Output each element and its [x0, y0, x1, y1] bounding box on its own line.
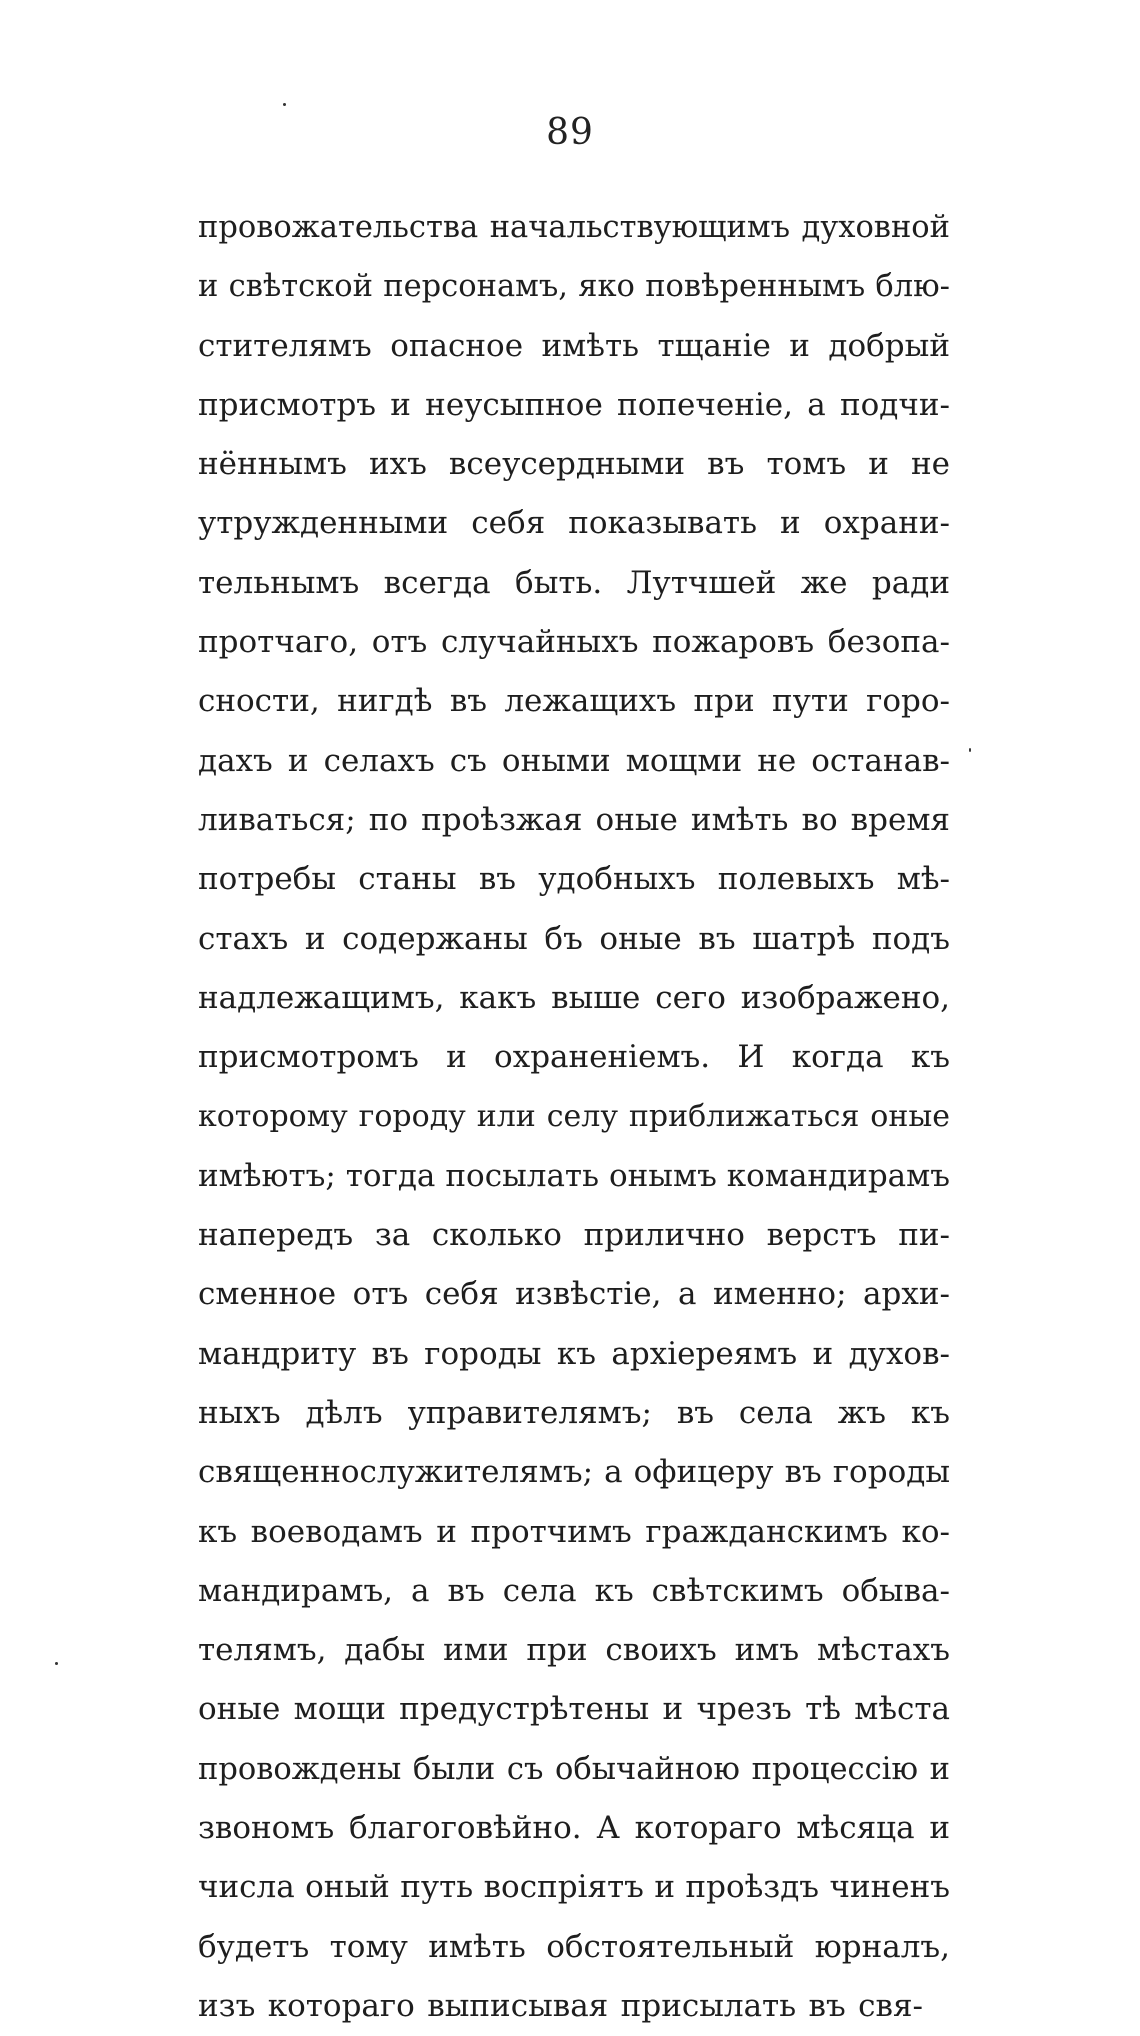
text-line: ныхъ дѣлъ управителямъ; въ села жъ къ: [198, 1394, 950, 1431]
text-line: нённымъ ихъ всеусердными въ томъ и не: [198, 446, 950, 483]
text-line: присмотръ и неусыпное попеченіе, а подчи-: [198, 386, 950, 423]
scan-speck: [55, 1662, 58, 1665]
text-line: дахъ и селахъ съ оными мощми не останав-: [198, 742, 950, 779]
body-text: [198, 198, 950, 2036]
text-line: звономъ благоговѣйно. А котораго мѣсяца и: [198, 1810, 950, 1847]
text-line: провожательства начальствующимъ духовной: [198, 210, 950, 245]
text-line: протчаго, отъ случайныхъ пожаровъ безопа-: [198, 624, 950, 661]
text-line: стахъ и содержаны бъ оные въ шатрѣ подъ: [198, 920, 950, 957]
text-line: потребы станы въ удобныхъ полевыхъ мѣ-: [198, 861, 950, 898]
scan-speck: [969, 748, 971, 752]
text-line: утружденными себя показывать и охрани-: [198, 505, 950, 542]
text-line: числа оный путь воспріятъ и проѣздъ чиненъ: [198, 1869, 950, 1906]
text-line: мандриту въ городы къ архіереямъ и духов-: [198, 1335, 950, 1372]
text-line: священнослужителямъ; а офицеру въ городы: [198, 1454, 950, 1491]
text-line: сменное отъ себя извѣстіе, а именно; архи-: [198, 1276, 950, 1313]
text-line: имѣютъ; тогда посылать онымъ командирамъ: [198, 1157, 950, 1194]
text-line: сности, нигдѣ въ лежащихъ при пути горо-: [198, 683, 950, 720]
text-line: надлежащимъ, какъ выше сего изображено,: [198, 979, 950, 1016]
text-line: тельнымъ всегда быть. Лутчшей же ради: [198, 564, 950, 601]
text-line: стителямъ опасное имѣть тщаніе и добрый: [198, 327, 950, 364]
text-line: мандирамъ, а въ села къ свѣтскимъ обыва-: [198, 1572, 950, 1609]
text-line: телямъ, дабы ими при своихъ имъ мѣстахъ: [198, 1632, 950, 1669]
text-line: которому городу или селу приближаться оные: [198, 1099, 950, 1135]
text-line: и свѣтской персонамъ, яко повѣреннымъ блю-: [198, 269, 950, 305]
text-line: напередъ за сколько прилично верстъ пи-: [198, 1217, 950, 1254]
text-line: провождены были съ обычайною процессію и: [198, 1751, 950, 1787]
text-line: ливаться; по проѣзжая оные имѣть во время: [198, 801, 950, 838]
text-line: къ воеводамъ и протчимъ гражданскимъ ко-: [198, 1513, 950, 1550]
page-number: 89: [546, 112, 594, 153]
text-line: изъ котораго выписывая присылать въ свя-: [198, 1987, 923, 2024]
text-line: присмотромъ и охраненіемъ. И когда къ: [198, 1039, 950, 1076]
text-line: будетъ тому имѣть обстоятельный юрналъ,: [198, 1928, 950, 1965]
text-line: оные мощи предустрѣтены и чрезъ тѣ мѣста: [198, 1691, 950, 1728]
scan-speck: [283, 103, 286, 106]
